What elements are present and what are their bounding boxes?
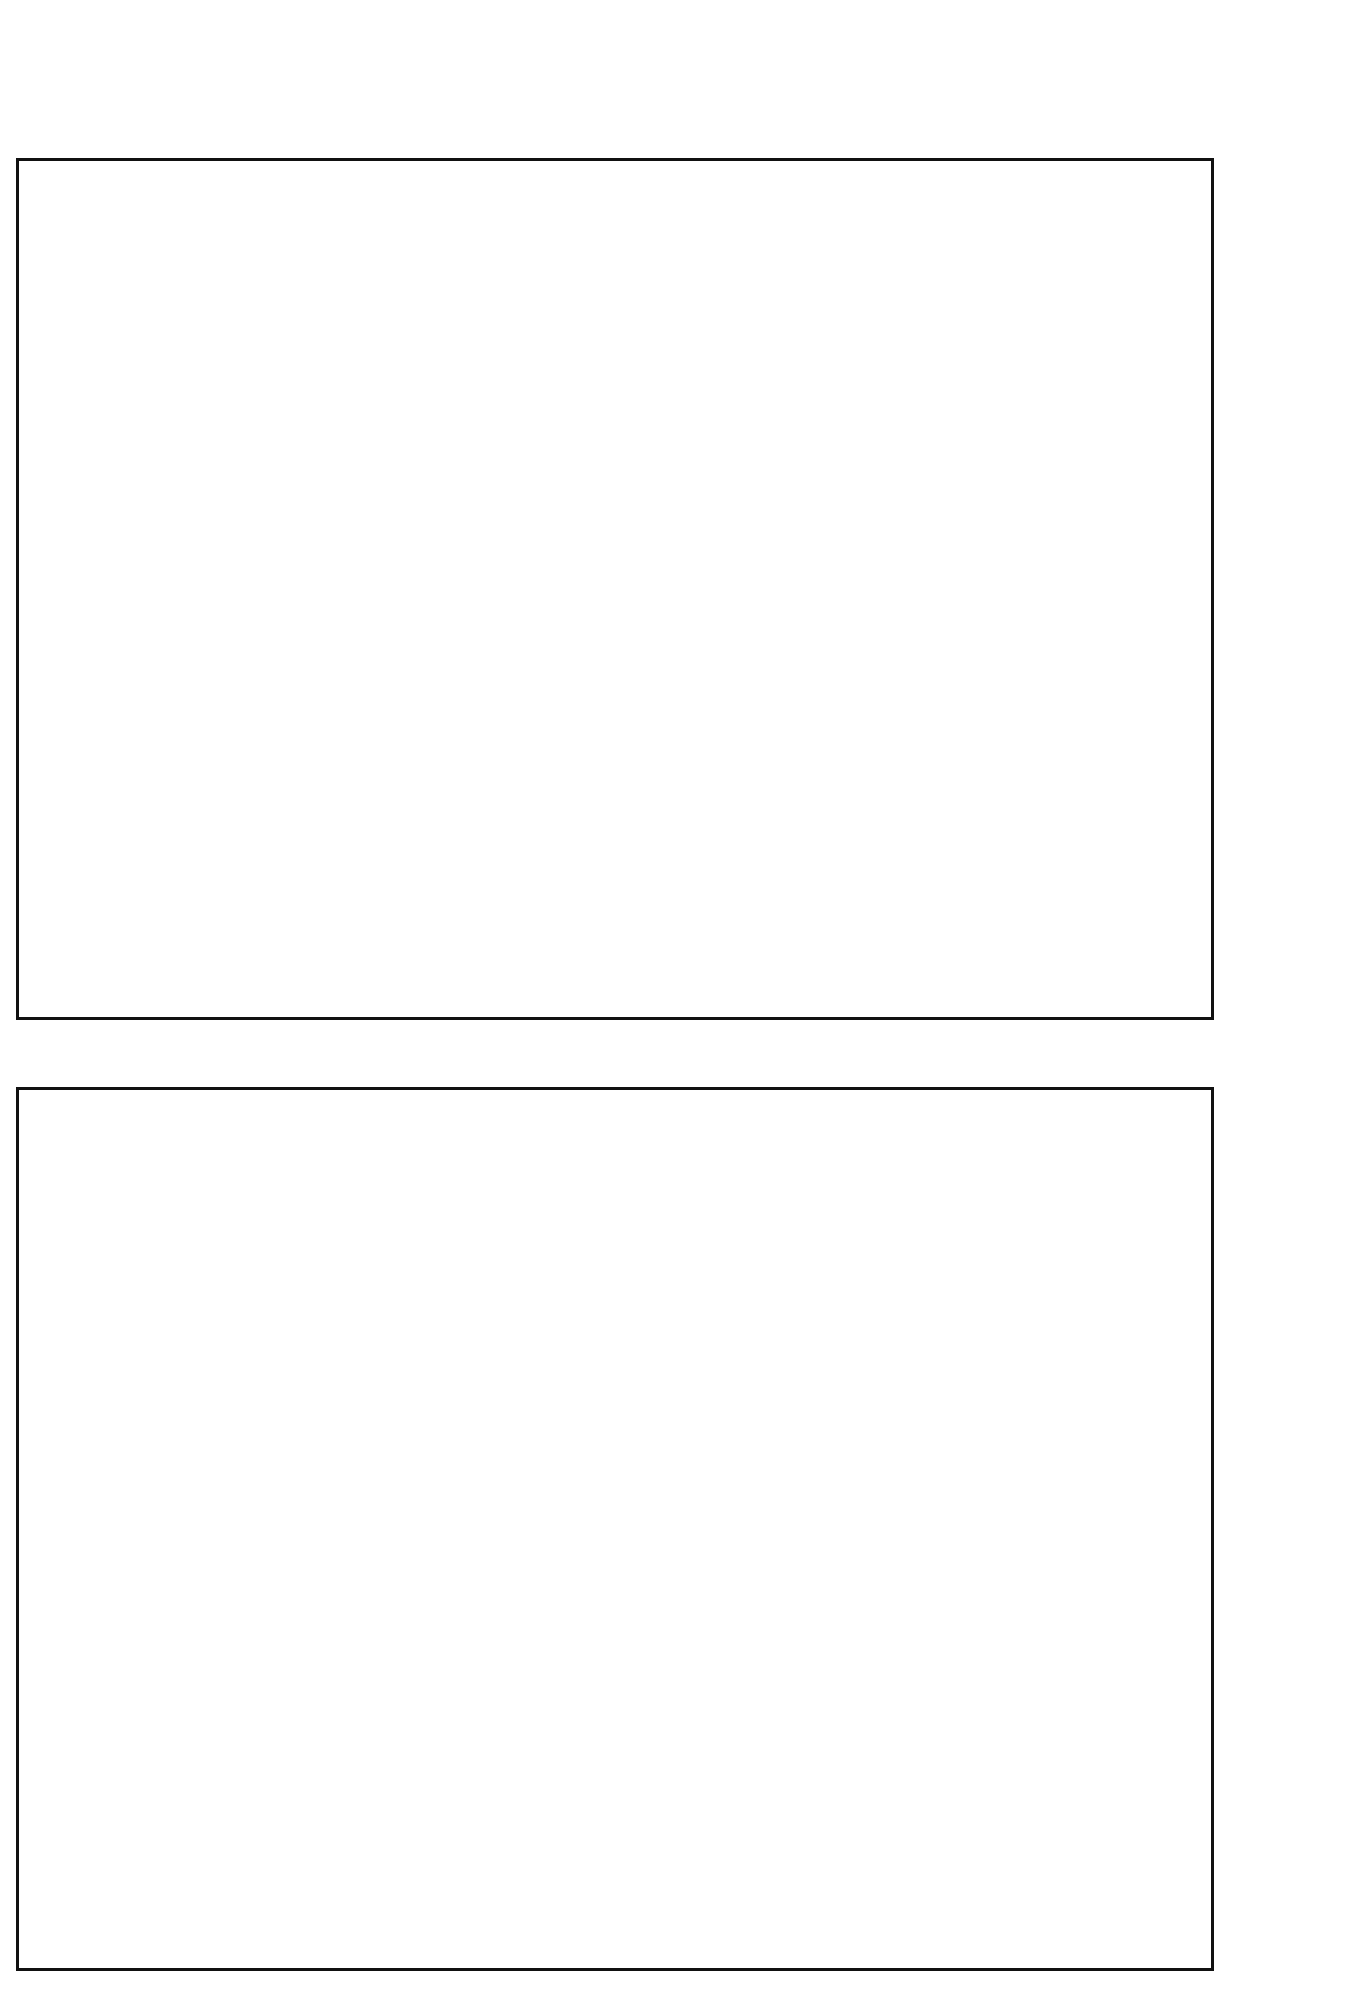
top-page — [16, 158, 1214, 1020]
bottom-page — [16, 1087, 1214, 1971]
bottom-columns — [23, 1094, 1207, 1964]
top-columns — [23, 165, 1207, 1013]
